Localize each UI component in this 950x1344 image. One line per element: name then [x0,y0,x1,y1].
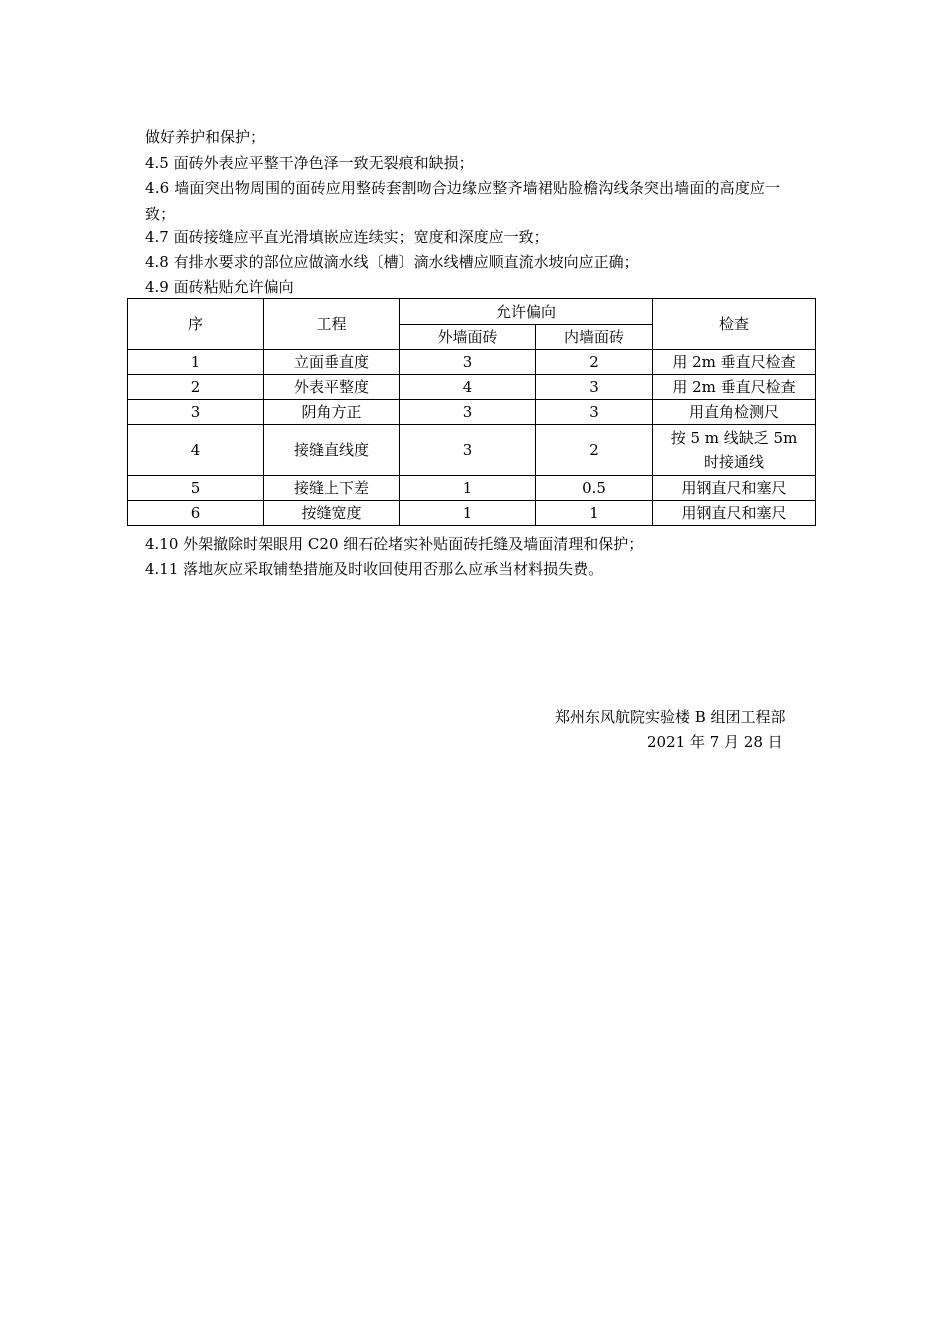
row-inner: 0.5 [536,476,653,501]
row-outer: 1 [400,501,536,526]
table-row [128,501,816,526]
row-outer: 3 [400,400,536,425]
table-row [128,375,816,400]
row-inner: 2 [536,350,653,375]
table-header-row [128,299,816,325]
paragraph-4-6: 4.6 墙面突出物周围的面砖应用整砖套割吻合边缘应整齐墙裙贴脸檐沟线条突出墙面的高度应一致； [145,179,781,223]
signature-organization: 郑州东风航院实验楼 B 组团工程部 [555,708,786,726]
row-seq: 6 [128,501,264,526]
row-item: 按缝宽度 [264,501,400,526]
paragraph-4-7: 4.7 面砖接缝应平直光滑填嵌应连续实；宽度和深度应一致； [145,228,549,246]
row-outer: 3 [400,425,536,476]
paragraph-4-11: 4.11 落地灰应采取铺垫措施及时收回使用否那么应承当材料损失费。 [145,560,604,578]
table-row [128,350,816,375]
table-row [128,400,816,425]
row-seq: 3 [128,400,264,425]
row-seq: 2 [128,375,264,400]
row-item: 阴角方正 [264,400,400,425]
paragraph-4-8: 4.8 有排水要求的部位应做滴水线〔槽〕滴水线槽应顺直流水坡向应正确； [145,253,639,271]
header-check: 检查 [653,299,816,350]
row-seq: 1 [128,350,264,375]
table-row [128,425,816,476]
row-check: 用钢直尺和塞尺 [653,476,816,501]
row-seq: 5 [128,476,264,501]
row-check: 用钢直尺和塞尺 [653,501,816,526]
row-inner: 3 [536,400,653,425]
row-inner: 3 [536,375,653,400]
header-allowed-deviation: 允许偏向 [400,299,653,325]
tolerance-table [127,298,816,526]
row-inner: 2 [536,425,653,476]
paragraph-4-10: 4.10 外架撤除时架眼用 C20 细石砼堵实补贴面砖托缝及墙面清理和保护； [145,535,644,553]
row-outer: 4 [400,375,536,400]
row-check: 用 2m 垂直尺检查 [653,350,816,375]
row-item: 外表平整度 [264,375,400,400]
header-seq: 序 [128,299,264,350]
paragraph-4-9: 4.9 面砖粘贴允许偏向 [145,278,294,296]
table-row [128,476,816,501]
row-inner: 1 [536,501,653,526]
row-item: 接缝直线度 [264,425,400,476]
row-item: 立面垂直度 [264,350,400,375]
header-outer-wall-tile: 外墙面砖 [400,325,536,350]
row-item: 接缝上下差 [264,476,400,501]
row-check: 按 5 m 线缺乏 5m 时接通线 [653,425,816,476]
row-outer: 3 [400,350,536,375]
header-inner-wall-tile: 内墙面砖 [536,325,653,350]
row-outer: 1 [400,476,536,501]
row-check: 用 2m 垂直尺检查 [653,375,816,400]
paragraph-4-5: 4.5 面砖外表应平整干净色泽一致无裂痕和缺损； [145,154,474,172]
header-item: 工程 [264,299,400,350]
row-check: 用直角检测尺 [653,400,816,425]
paragraph-maintenance: 做好养护和保护； [145,128,266,146]
row-seq: 4 [128,425,264,476]
signature-date: 2021 年 7 月 28 日 [647,733,783,751]
